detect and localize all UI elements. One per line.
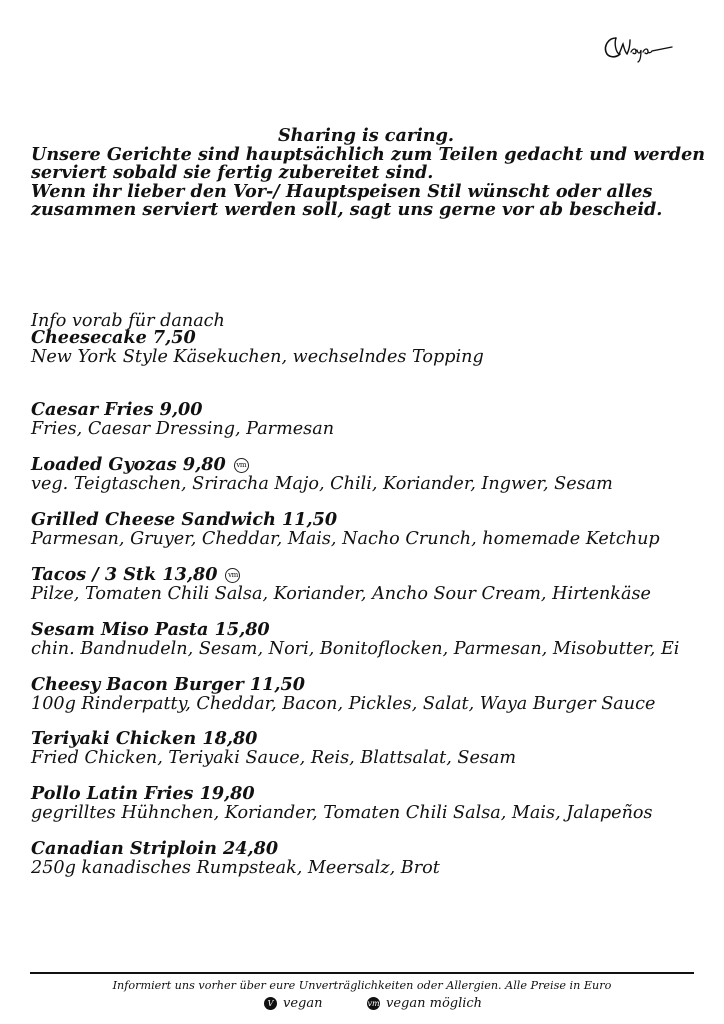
intro-line: Unsere Gerichte sind hauptsächlich zum Teilen gedacht und werden: [31, 143, 706, 165]
waya-logo: [602, 32, 674, 66]
legend-label: vegan möglich: [386, 996, 483, 1011]
menu-item-desc: chin. Bandnudeln, Sesam, Nori, Bonitoflocken, Parmesan, Misobutter, Ei: [31, 638, 680, 659]
menu-item: [31, 785, 701, 823]
intro-line: Wenn ihr lieber den Vor-/ Hauptspeisen Stil wünscht oder alles: [31, 180, 653, 202]
menu-item-desc: veg. Teigtaschen, Sriracha Majo, Chili, Koriander, Ingwer, Sesam: [31, 473, 613, 494]
vegan-possible-icon: vm: [367, 999, 380, 1008]
footer-divider: [30, 972, 694, 974]
menu-item-cheesecake: [31, 329, 701, 367]
dessert-info-label: Info vorab für danach: [31, 311, 225, 331]
menu-item-name: Pollo Latin Fries 19,80: [31, 783, 255, 804]
allergy-note: Informiert uns vorher über eure Unverträglichkeiten oder Allergien. Alle Preise in Euro: [112, 979, 612, 992]
menu-item-name: Caesar Fries 9,00: [31, 399, 203, 420]
menu-item-name: Grilled Cheese Sandwich 11,50: [31, 509, 338, 530]
menu-item: [31, 566, 701, 604]
vegan-possible-icon: vm: [225, 568, 240, 583]
intro-section: [31, 125, 706, 220]
legend-vegan-possible: [367, 996, 482, 1011]
intro-title: Sharing is caring.: [277, 125, 455, 146]
legend-vegan: [264, 996, 322, 1011]
menu-item-name: Cheesecake 7,50: [31, 327, 196, 348]
vegan-possible-icon: vm: [234, 458, 249, 473]
menu-item-name: Cheesy Bacon Burger 11,50: [31, 674, 305, 695]
menu-item: [31, 511, 701, 549]
menu-item-desc: Fries, Caesar Dressing, Parmesan: [31, 418, 335, 439]
intro-line: serviert sobald sie fertig zubereitet sind.: [31, 162, 434, 183]
menu-item-name-row: [31, 566, 701, 585]
menu-item-name: Teriyaki Chicken 18,80: [31, 728, 258, 749]
menu-item: [31, 621, 701, 659]
menu-item: [31, 676, 701, 714]
menu-item-name: Sesam Miso Pasta 15,80: [31, 619, 270, 640]
intro-line: zusammen serviert werden soll, sagt uns gerne vor ab bescheid.: [31, 199, 663, 220]
menu-item: [31, 456, 701, 494]
menu-item-desc: New York Style Käsekuchen, wechselndes Topping: [31, 346, 484, 367]
menu-item-desc: 250g kanadisches Rumpsteak, Meersalz, Brot: [31, 857, 440, 878]
menu-item-desc: Fried Chicken, Teriyaki Sauce, Reis, Blattsalat, Sesam: [31, 747, 517, 768]
menu-item-desc: 100g Rinderpatty, Cheddar, Bacon, Pickles, Salat, Waya Burger Sauce: [31, 693, 656, 714]
menu-item-name: Canadian Striploin 24,80: [31, 838, 279, 859]
menu-item: [31, 840, 701, 878]
menu-item: [31, 730, 701, 768]
menu-item-desc: Pilze, Tomaten Chili Salsa, Koriander, Ancho Sour Cream, Hirtenkäse: [31, 583, 651, 604]
menu-item-desc: Parmesan, Gruyer, Cheddar, Mais, Nacho Crunch, homemade Ketchup: [31, 528, 660, 549]
menu-item: [31, 401, 701, 439]
legend-label: vegan: [283, 996, 323, 1011]
menu-item-desc: gegrilltes Hühnchen, Koriander, Tomaten Chili Salsa, Mais, Jalapeños: [31, 802, 653, 823]
menu-item-name: Loaded Gyozas 9,80: [31, 454, 226, 475]
vegan-icon: V: [264, 997, 277, 1010]
menu-item-name-row: [31, 456, 701, 475]
menu-item-name: Tacos / 3 Stk 13,80: [31, 564, 218, 585]
